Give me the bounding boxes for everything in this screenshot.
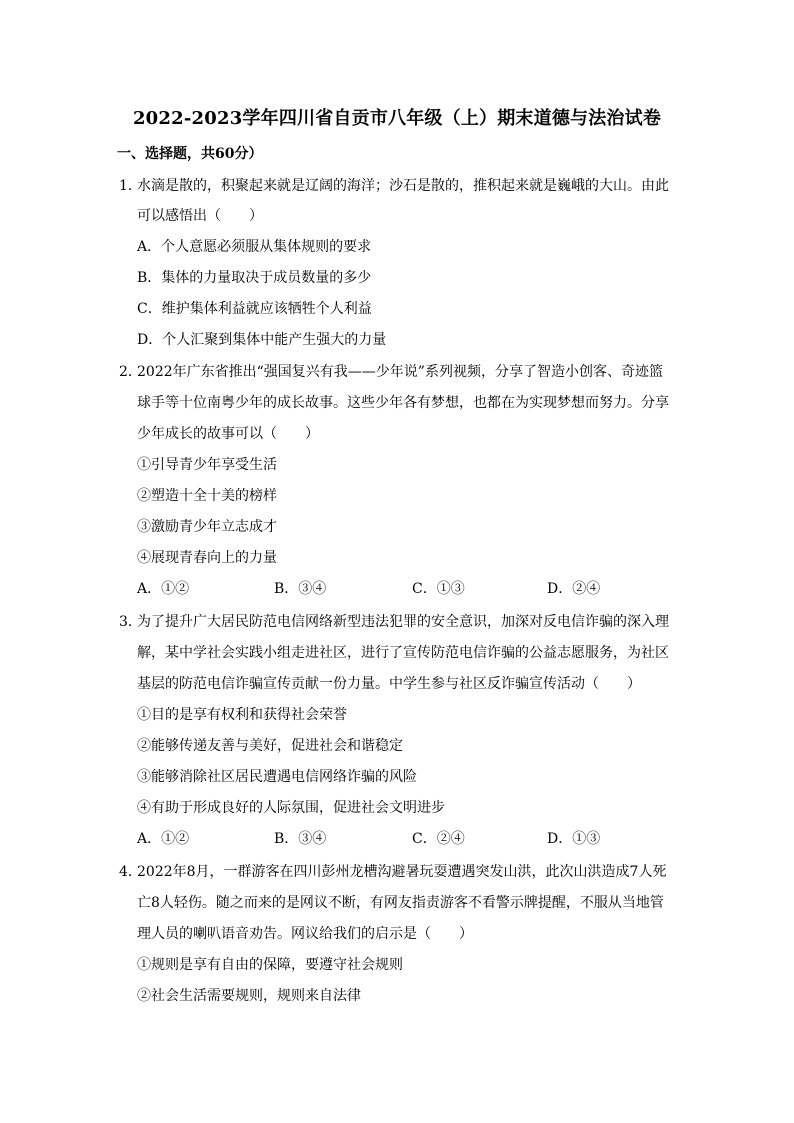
section-heading: 一、选择题，共60分） (117, 146, 263, 162)
answer-option[interactable]: C．维护集体利益就应该牺牲个人利益 (137, 301, 372, 317)
question-stem-line: 理人员的喇叭语音劝告。网议给我们的启示是（ ） (137, 926, 473, 942)
statement-item: ④展现青春向上的力量 (137, 550, 277, 566)
answer-option-a[interactable]: A．①② (137, 831, 190, 847)
answer-option-c[interactable]: C．②④ (412, 831, 465, 847)
statement-item: ③激励青少年立志成才 (137, 519, 277, 535)
answer-option-d[interactable]: D．①③ (547, 831, 601, 847)
question-stem-line: 3．为了提升广大居民防范电信网络新型违法犯罪的安全意识，加深对反电信诈骗的深入理 (119, 614, 669, 630)
question-stem-line: 球手等十位南粤少年的成长故事。这些少年各有梦想，也都在为实现梦想而努力。分享 (137, 395, 669, 411)
statement-item: ②社会生活需要规则，规则来自法律 (137, 988, 361, 1004)
answer-option-b[interactable]: B．③④ (274, 831, 327, 847)
exam-title: 2022-2023学年四川省自贡市八年级（上）期末道德与法治试卷 (132, 108, 662, 129)
question-stem-line: 1．水滴是散的，积聚起来就是辽阔的海洋；沙石是散的，推积起来就是巍峨的大山。由此 (119, 178, 669, 194)
answer-option[interactable]: D．个人汇聚到集体中能产生强大的力量 (137, 332, 387, 348)
statement-item: ①规则是享有自由的保障，要遵守社会规则 (137, 957, 403, 973)
answer-option-d[interactable]: D．②④ (547, 581, 601, 597)
statement-item: ①引导青少年享受生活 (137, 457, 277, 473)
question-stem-line: 解，某中学社会实践小组走进社区，进行了宣传防范电信诈骗的公益志愿服务，为社区 (137, 645, 669, 661)
question-stem-line: 少年成长的故事可以（ ） (137, 426, 319, 442)
answer-options-row (137, 579, 677, 599)
question-stem-line: 4．2022年8月，一群游客在四川彭州龙槽沟避暑玩耍遭遇突发山洪，此次山洪造成7人死 (119, 864, 667, 880)
question-stem-line: 基层的防范电信诈骗宣传贡献一份力量。中学生参与社区反诈骗宣传活动（ ） (137, 676, 641, 692)
statement-item: ④有助于形成良好的人际氛围，促进社会文明进步 (137, 800, 445, 816)
statement-item: ②能够传递友善与美好，促进社会和谐稳定 (137, 738, 403, 754)
question-stem-line: 2．2022年广东省推出“强国复兴有我——少年说”系列视频，分享了智造小创客、奇迹篮 (119, 364, 663, 380)
answer-option[interactable]: B．集体的力量取决于成员数量的多少 (137, 270, 372, 286)
question-number: 3． (119, 614, 142, 630)
answer-option[interactable]: A．个人意愿必须服从集体规则的要求 (137, 239, 372, 255)
answer-option-b[interactable]: B．③④ (274, 581, 327, 597)
question-stem-line: 亡8人轻伤。随之而来的是网议不断，有网友指责游客不看警示牌提醒，不服从当地管 (137, 895, 664, 911)
answer-option-c[interactable]: C．①③ (412, 581, 465, 597)
answer-option-a[interactable]: A．①② (137, 581, 190, 597)
statement-item: ②塑造十全十美的榜样 (137, 488, 277, 504)
question-number: 2． (119, 364, 142, 380)
statement-item: ③能够消除社区居民遭遇电信网络诈骗的风险 (137, 769, 417, 785)
answer-options-row (137, 829, 677, 849)
question-number: 1． (119, 178, 142, 194)
question-stem-line: 可以感悟出（ ） (137, 208, 263, 224)
question-number: 4． (119, 864, 142, 880)
statement-item: ①目的是享有权利和获得社会荣誉 (137, 707, 347, 723)
